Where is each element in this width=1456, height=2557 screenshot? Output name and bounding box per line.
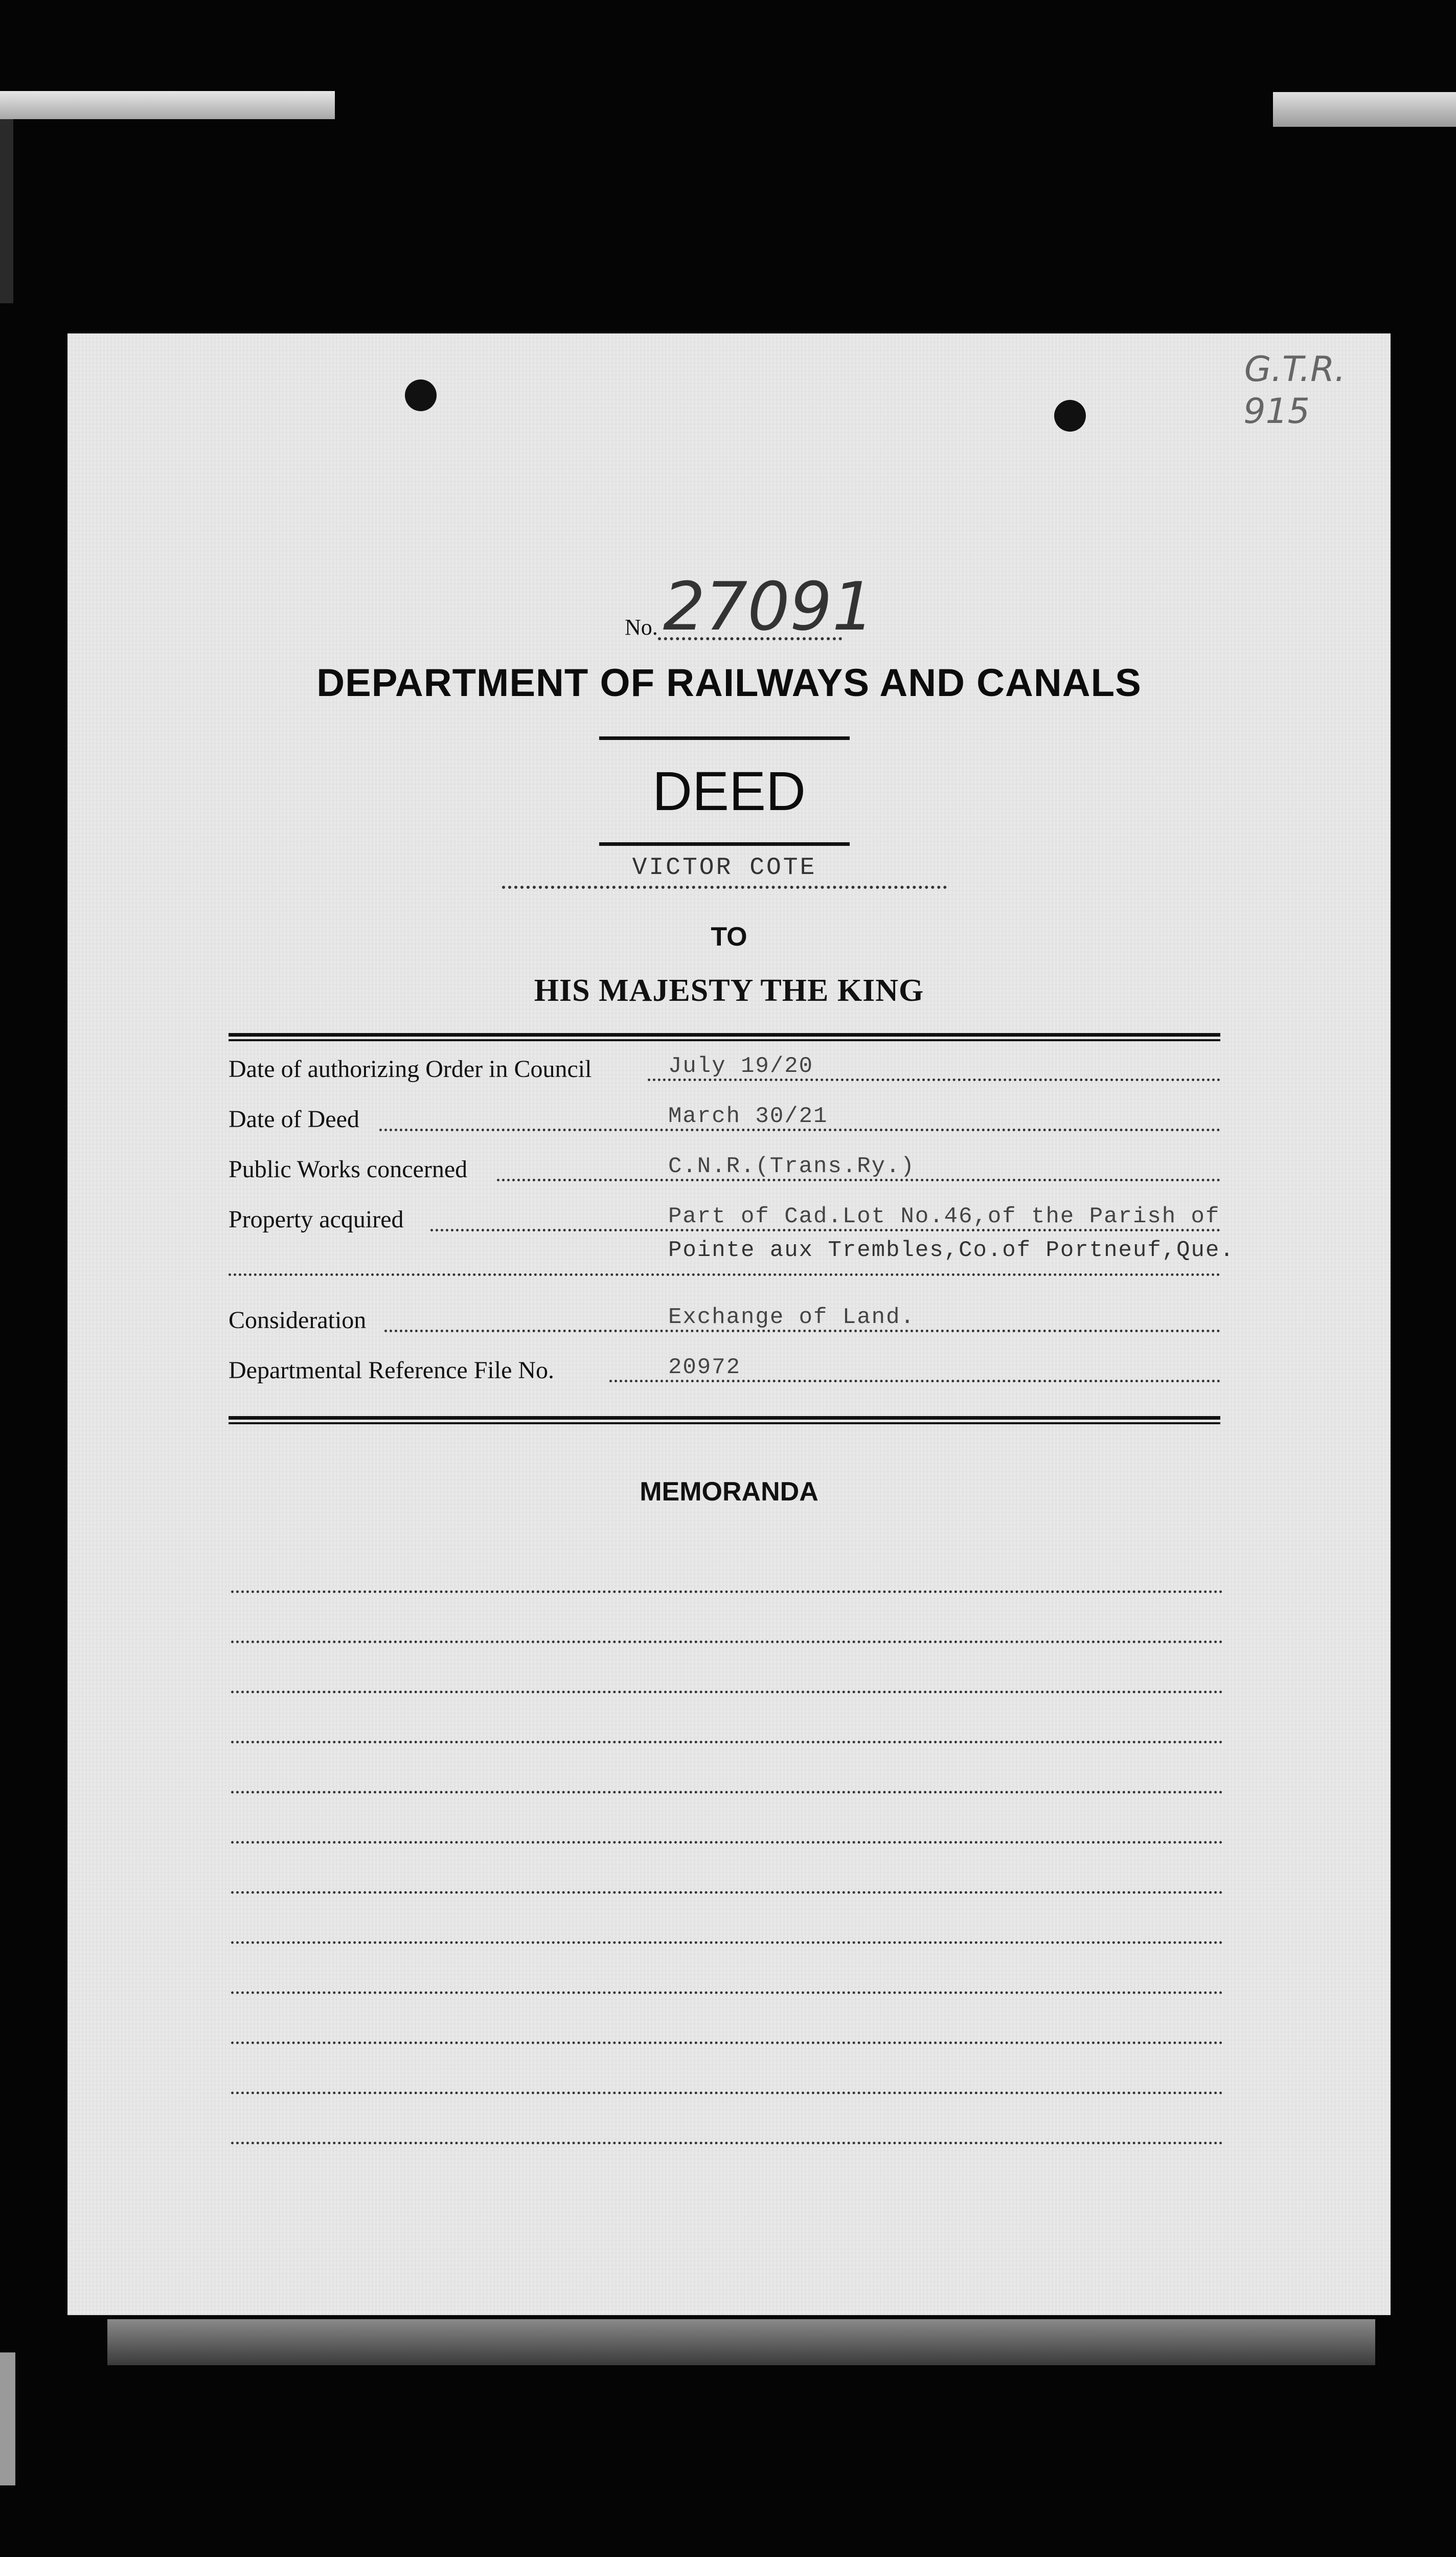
property-dotted-line xyxy=(229,1273,1220,1276)
film-strip-right xyxy=(1273,92,1456,127)
film-edge-left-lower xyxy=(0,2352,15,2485)
memo-line xyxy=(231,1641,1223,1643)
memo-line xyxy=(231,1891,1223,1894)
field-label: Date of Deed xyxy=(229,1106,359,1133)
memo-line xyxy=(231,1691,1223,1693)
deed-cover-page xyxy=(67,333,1391,2315)
memo-line xyxy=(231,1941,1223,1944)
field-label: Departmental Reference File No. xyxy=(229,1357,555,1384)
field-date-of-deed xyxy=(229,1101,1220,1136)
film-strip-left xyxy=(0,91,335,119)
field-value: July 19/20 xyxy=(668,1053,814,1079)
grantor-name: VICTOR COTE xyxy=(502,854,947,889)
field-value: March 30/21 xyxy=(668,1104,828,1129)
field-value: Exchange of Land. xyxy=(668,1305,915,1330)
field-label: Property acquired xyxy=(229,1206,404,1233)
memoranda-title: MEMORANDA xyxy=(640,1477,818,1507)
double-rule-top xyxy=(229,1033,1220,1041)
deed-number-label: No. xyxy=(625,615,658,640)
double-rule-bottom xyxy=(229,1416,1220,1424)
memo-line xyxy=(231,1841,1223,1844)
memo-line xyxy=(231,2092,1223,2094)
field-label: Consideration xyxy=(229,1307,367,1334)
field-reference-file xyxy=(229,1352,1220,1387)
field-value: C.N.R.(Trans.Ry.) xyxy=(668,1154,915,1179)
corner-note-line1: G.T.R. xyxy=(1244,349,1346,390)
field-public-works xyxy=(229,1151,1220,1186)
memo-line xyxy=(231,1590,1223,1593)
memo-line xyxy=(231,1991,1223,1994)
page-bottom-shadow xyxy=(107,2319,1375,2365)
memo-line xyxy=(231,1791,1223,1793)
field-value: Part of Cad.Lot No.46,of the Parish of xyxy=(668,1204,1220,1229)
punch-hole-left xyxy=(405,379,437,411)
deed-rule-bottom xyxy=(599,842,850,846)
field-consideration xyxy=(229,1302,1220,1337)
memo-line xyxy=(231,2142,1223,2144)
to-label: TO xyxy=(711,922,747,952)
corner-note-line2: 915 xyxy=(1243,391,1310,432)
field-value-line2: Pointe aux Trembles,Co.of Portneuf,Que. xyxy=(668,1238,1235,1263)
field-label: Date of authorizing Order in Council xyxy=(229,1056,592,1083)
punch-hole-right xyxy=(1054,400,1086,432)
film-edge-left xyxy=(0,119,13,303)
field-property-acquired xyxy=(229,1201,1235,1263)
deed-rule-top xyxy=(599,736,850,740)
field-order-in-council xyxy=(229,1050,1220,1086)
deed-number-value: 27091 xyxy=(658,576,842,640)
department-title: DEPARTMENT OF RAILWAYS AND CANALS xyxy=(316,661,1142,705)
field-label: Public Works concerned xyxy=(229,1156,468,1183)
field-value: 20972 xyxy=(668,1355,741,1380)
deed-number-row xyxy=(625,568,875,645)
memo-line xyxy=(231,1741,1223,1743)
document-type-title: DEED xyxy=(652,760,806,822)
grantee-name: HIS MAJESTY THE KING xyxy=(534,973,924,1008)
memo-line xyxy=(231,2042,1223,2044)
handwritten-corner-note xyxy=(1167,349,1346,433)
